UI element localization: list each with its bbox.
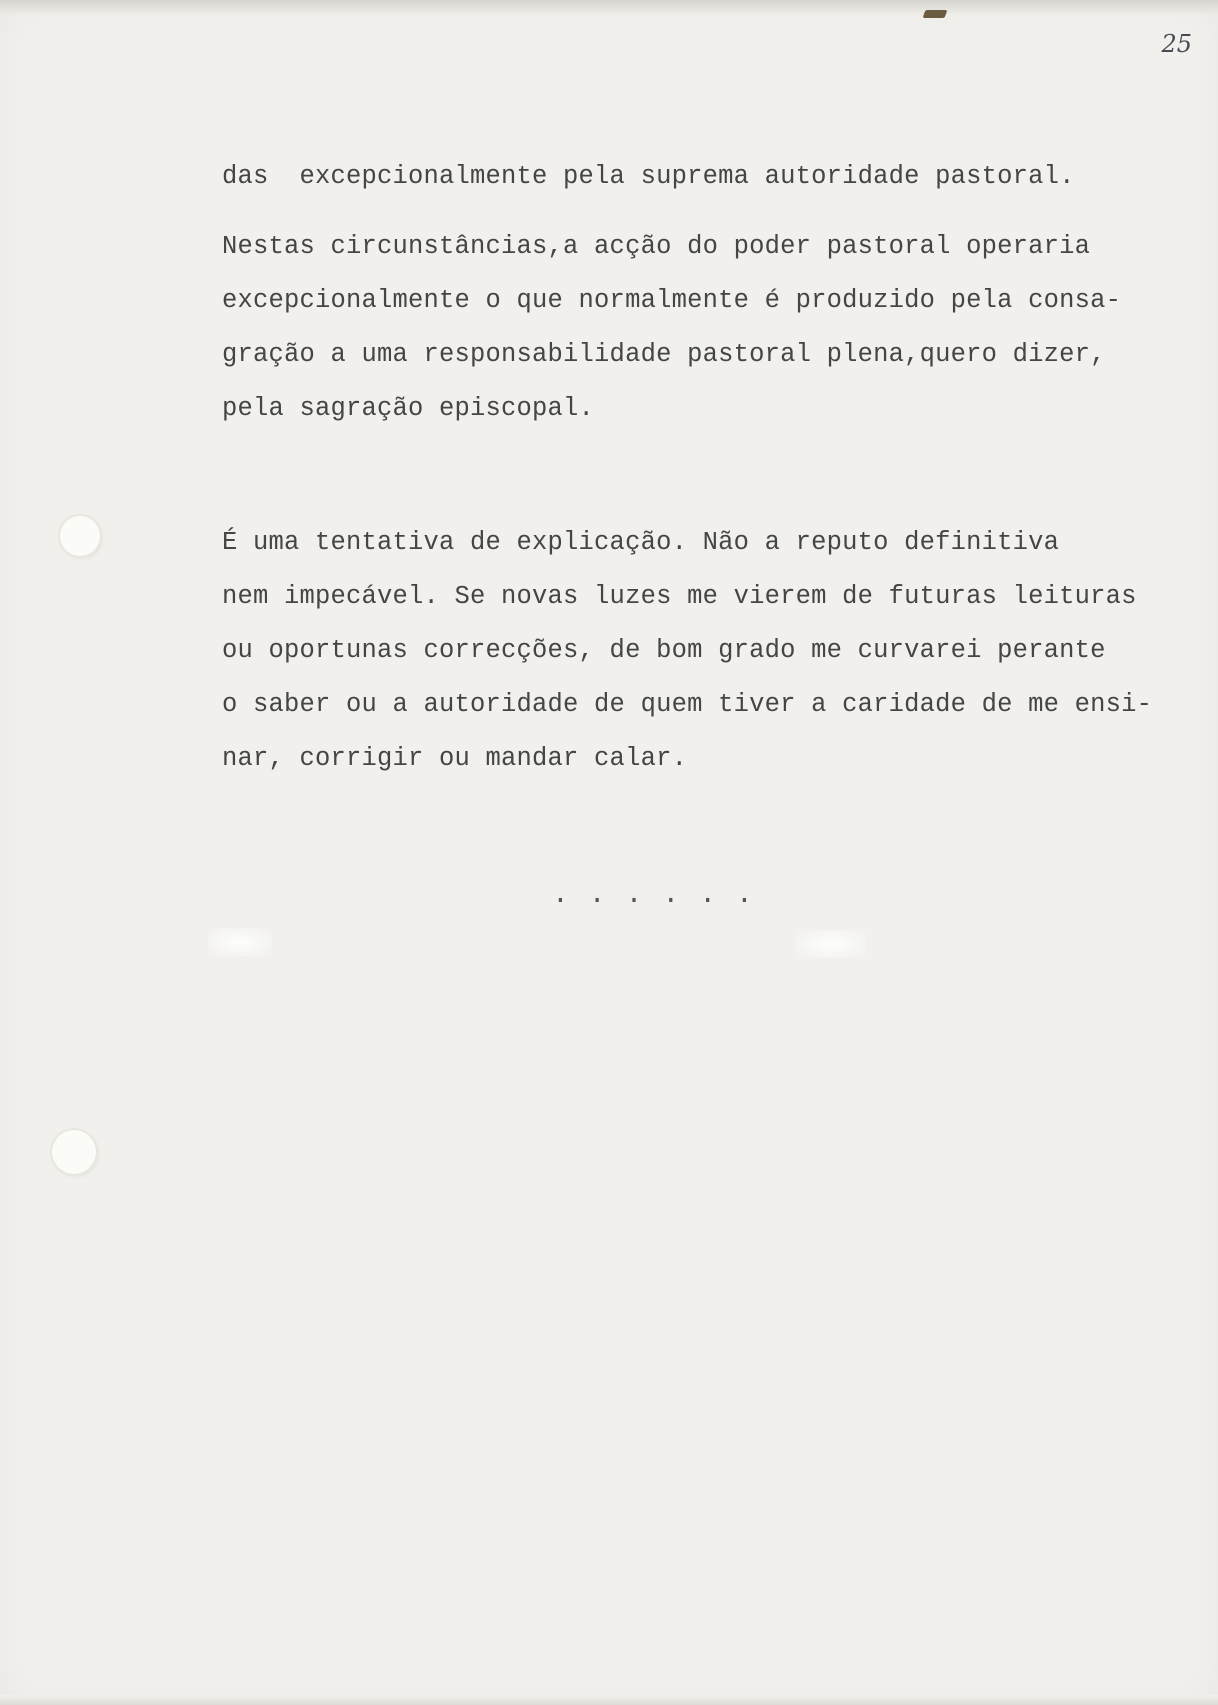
text-line: excepcionalmente o que normalmente é produzido pela consa- — [222, 286, 1122, 315]
section-ellipsis: ...... — [552, 880, 773, 911]
paragraph-3 — [222, 516, 1182, 786]
text-line: Nestas circunstâncias,a acção do poder pastoral operaria — [222, 232, 1091, 261]
page-top-edge — [0, 0, 1218, 14]
text-line: gração a uma responsabilidade pastoral plena,quero dizer, — [222, 340, 1106, 369]
paper-smudge — [208, 928, 272, 956]
text-line: É uma tentativa de explicação. Não a reputo definitiva — [222, 528, 1060, 557]
typed-text-body — [222, 150, 1182, 786]
ink-mark — [923, 10, 948, 18]
paragraph-2 — [222, 220, 1182, 436]
text-line: o saber ou a autoridade de quem tiver a caridade de me ensi- — [222, 690, 1153, 719]
text-line: nem impecável. Se novas luzes me vierem de futuras leituras — [222, 582, 1137, 611]
text-line: ou oportunas correcções, de bom grado me curvarei perante — [222, 636, 1106, 665]
punch-hole-bottom — [52, 1130, 96, 1174]
paragraph-1 — [222, 150, 1182, 204]
page-number: 25 — [1161, 30, 1192, 58]
text-line: nar, corrigir ou mandar calar. — [222, 744, 688, 773]
punch-hole-top — [60, 516, 100, 556]
paper-smudge — [796, 930, 866, 958]
text-line: pela sagração episcopal. — [222, 394, 595, 423]
text-line: das excepcionalmente pela suprema autoridade pastoral. — [222, 162, 1075, 191]
page-bottom-edge — [0, 1695, 1218, 1705]
